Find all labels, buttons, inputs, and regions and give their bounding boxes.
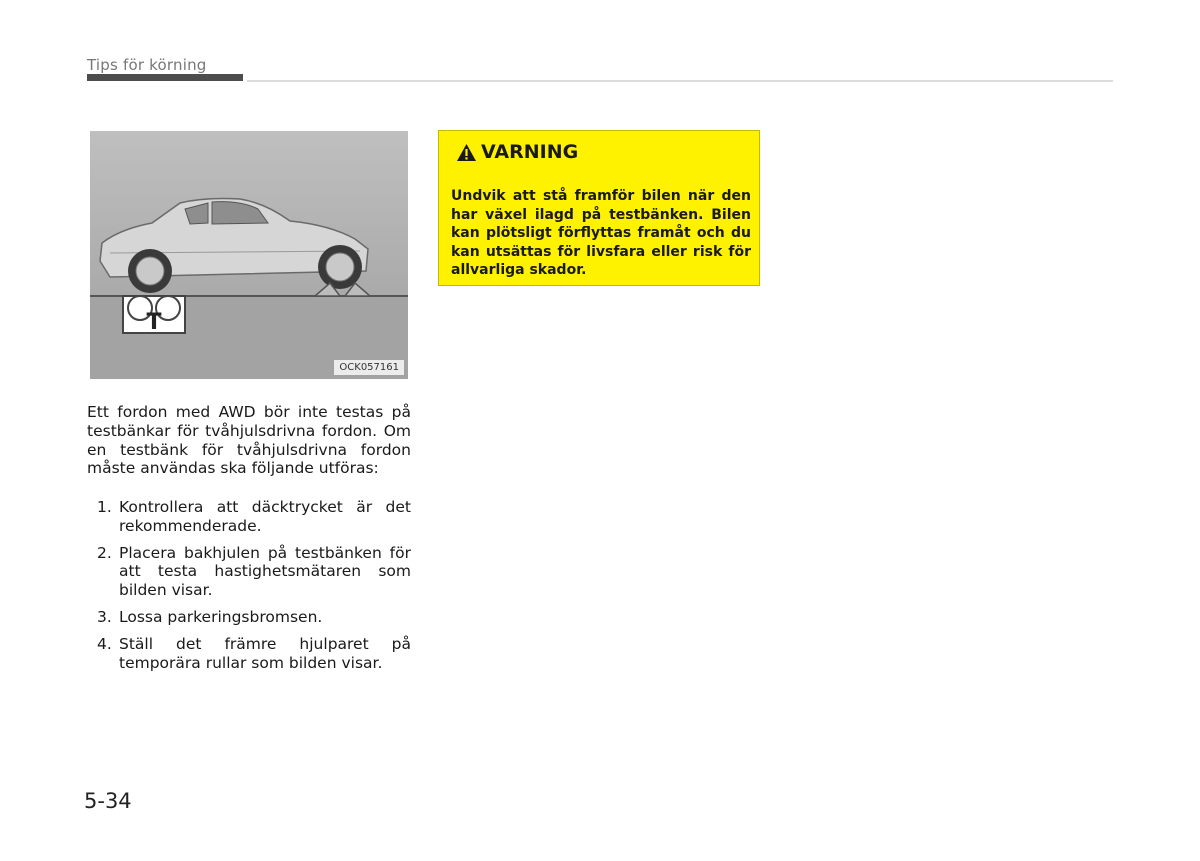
warning-box (438, 130, 760, 286)
steps-list (97, 498, 411, 680)
warning-heading (456, 141, 578, 163)
warning-triangle-icon (456, 143, 477, 162)
figure-code: OCK057161 (334, 360, 404, 375)
header-rule (247, 80, 1113, 82)
list-item (97, 635, 411, 673)
page-number: 5-34 (84, 789, 132, 813)
step-number: 2. (97, 543, 112, 562)
step-text: Placera bakhjulen på testbänken för att testa hastighetsmätaren som bilden visar. (119, 543, 411, 600)
step-text: Lossa parkeringsbromsen. (119, 607, 323, 626)
list-item (97, 608, 411, 627)
list-item (97, 498, 411, 536)
step-text: Ställ det främre hjulparet på temporära rullar som bilden visar. (119, 634, 411, 672)
list-item (97, 544, 411, 600)
step-number: 1. (97, 498, 112, 516)
step-number: 3. (97, 607, 112, 626)
step-number: 4. (97, 634, 112, 653)
warning-text: Undvik att stå framför bilen när den har växel ilagd på testbänken. Bilen kan plötsligt förflyttas framåt och du kan utsättas för livsfara eller risk för allvarliga skador. (451, 188, 751, 278)
header-bar (87, 74, 243, 81)
car-on-dyno-drawing (90, 131, 408, 379)
section-title: Tips för körning (87, 56, 207, 74)
dyno-symbol: T (146, 310, 162, 335)
step-text: Kontrollera att däcktrycket är det rekommenderade. (119, 498, 411, 535)
dyno-illustration (90, 131, 408, 379)
warning-title: VARNING (481, 141, 579, 163)
intro-paragraph: Ett fordon med AWD bör inte testas på testbänkar för tvåhjulsdrivna fordon. Om en testbänk för tvåhjulsdrivna fordon måste användas ska följande utföras: (87, 403, 411, 478)
